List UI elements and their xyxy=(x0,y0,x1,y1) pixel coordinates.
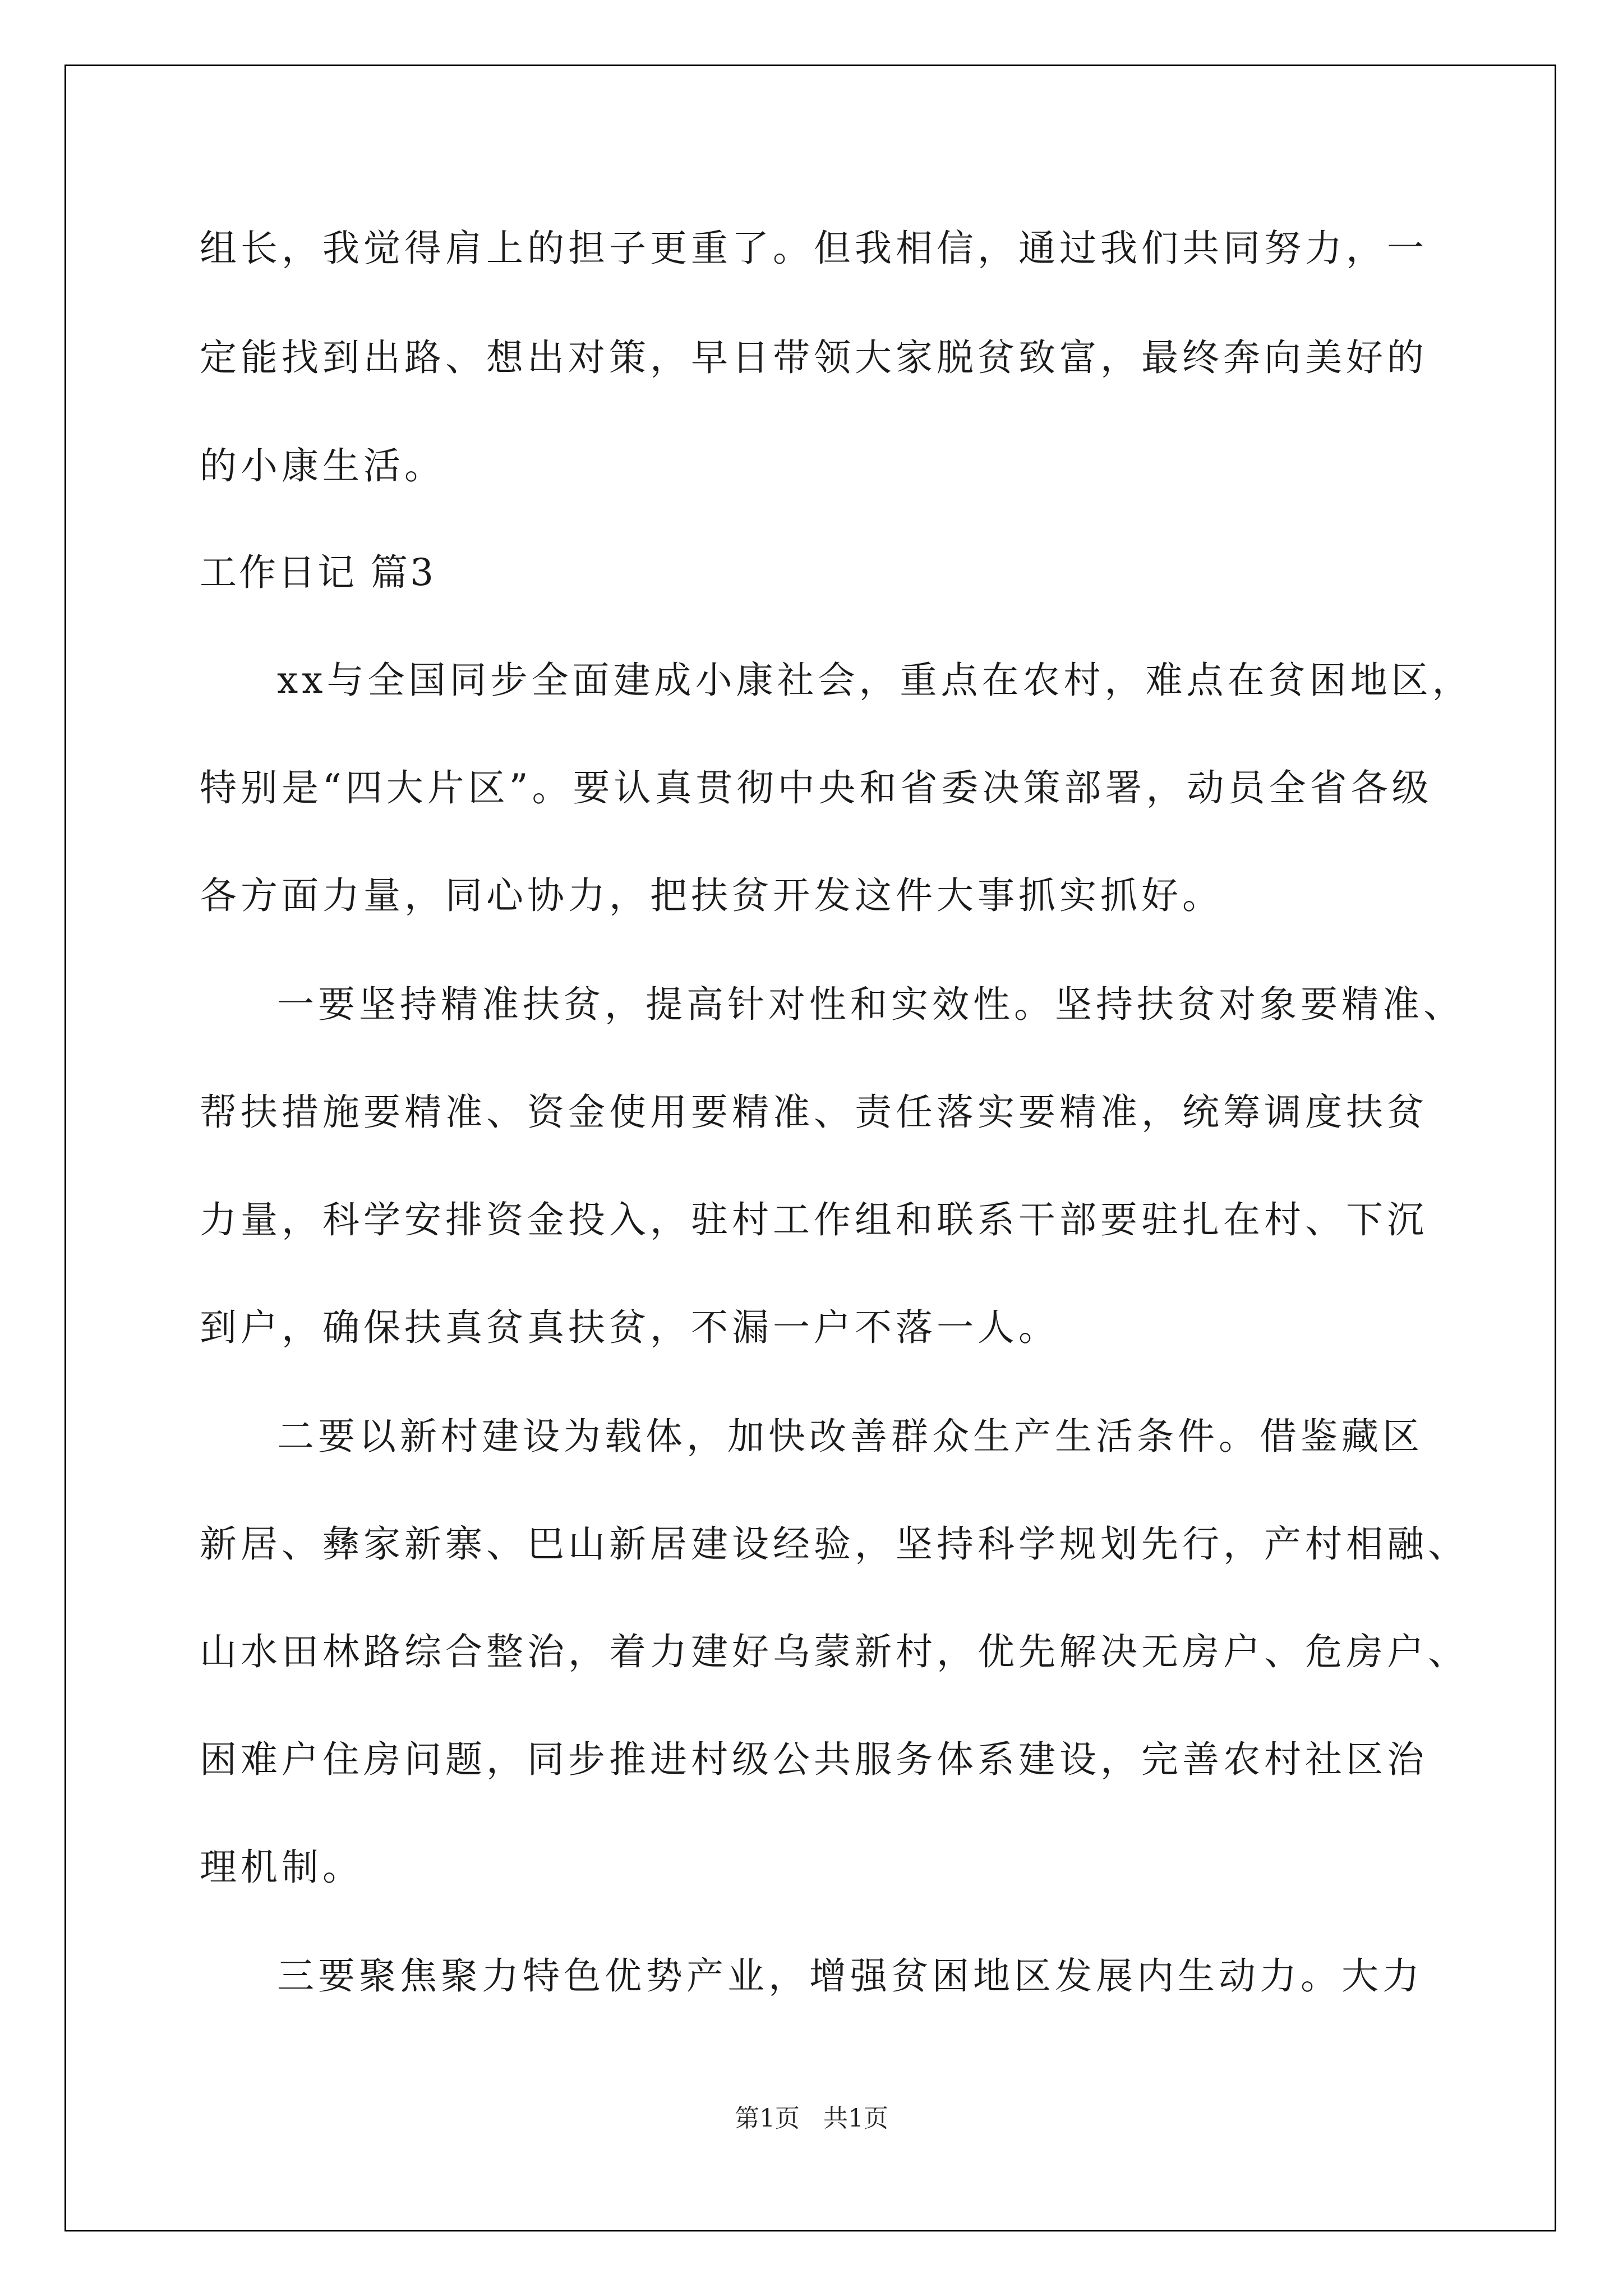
page-footer xyxy=(0,2098,1623,2134)
text-line: 定能找到出路、想出对策，早日带领大家脱贫致富，最终奔向美好的 xyxy=(200,336,1428,379)
text-line: xx与全国同步全面建成小康社会，重点在农村，难点在贫困地区， xyxy=(277,659,1473,702)
text-line: 二要以新村建设为载体，加快改善群众生产生活条件。借鉴藏区 xyxy=(277,1415,1423,1458)
text-line: 的小康生活。 xyxy=(200,444,445,487)
text-line: 三要聚焦聚力特色优势产业，增强贫困地区发展内生动力。大力 xyxy=(277,1954,1423,1998)
text-line: 力量，科学安排资金投入，驻村工作组和联系干部要驻扎在村、下沉 xyxy=(200,1198,1428,1241)
page-total: 共1页 xyxy=(823,2104,888,2133)
text-line: 各方面力量，同心协力，把扶贫开发这件大事抓实抓好。 xyxy=(200,874,1223,917)
text-line: 到户，确保扶真贫真扶贫，不漏一户不落一人。 xyxy=(200,1306,1059,1349)
text-line: 帮扶措施要精准、资金使用要精准、责任落实要精准，统筹调度扶贫 xyxy=(200,1091,1428,1134)
text-line: 山水田林路综合整治，着力建好乌蒙新村，优先解决无房户、危房户、 xyxy=(200,1630,1469,1673)
text-line: 新居、彝家新寨、巴山新居建设经验，坚持科学规划先行，产村相融、 xyxy=(200,1522,1469,1566)
text-line: 组长，我觉得肩上的担子更重了。但我相信，通过我们共同努力，一 xyxy=(200,227,1428,270)
page-number: 第1页 xyxy=(735,2104,800,2133)
text-line: 特别是“四大片区”。要认真贯彻中央和省委决策部署，动员全省各级 xyxy=(200,766,1433,809)
text-line: 理机制。 xyxy=(200,1846,363,1889)
text-line: 困难户住房问题，同步推进村级公共服务体系建设，完善农村社区治 xyxy=(200,1738,1428,1781)
page-border xyxy=(64,65,1556,2231)
text-line: 一要坚持精准扶贫，提高针对性和实效性。坚持扶贫对象要精准、 xyxy=(277,983,1464,1026)
section-heading: 工作日记 篇3 xyxy=(200,551,436,594)
